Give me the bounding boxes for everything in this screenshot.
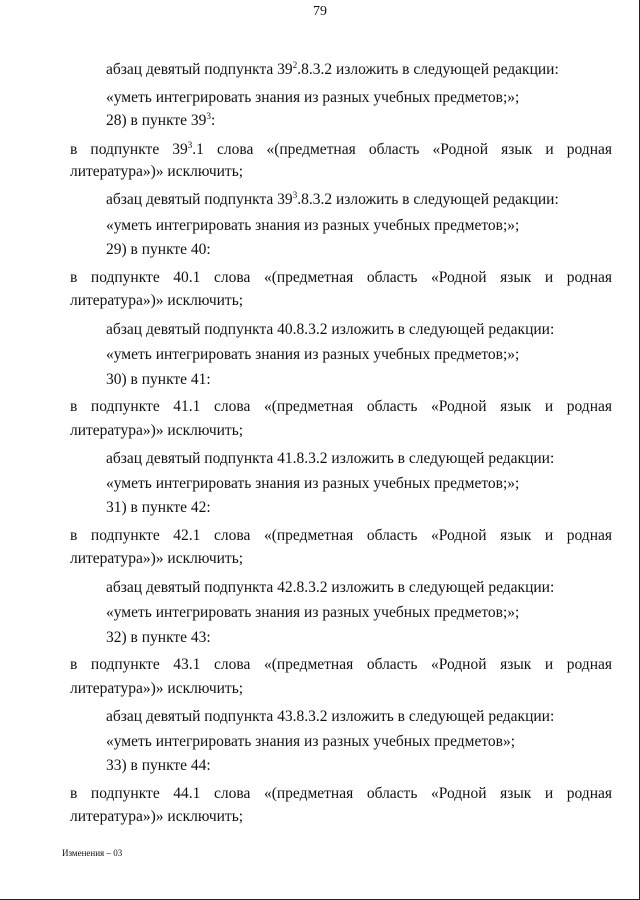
text-line-13: 30) в пункте 41: <box>106 371 211 388</box>
text-line-25: литература»)» исключить; <box>70 680 244 697</box>
text-line-20: литература»)» исключить; <box>70 550 244 567</box>
text-line-22: «уметь интегрировать знания из разных учебных предметов;»; <box>106 604 520 621</box>
text-line-18: 31) в пункте 42: <box>106 499 211 516</box>
text-line-6: абзац девятый подпункта $39^3.8.3.2$ изложить в следующей редакции: <box>106 190 559 208</box>
page-number: 79 <box>313 4 327 19</box>
text-line-8: 29) в пункте 40: <box>106 241 211 258</box>
text-line-29: в подпункте 44.1 слова «(предметная область «Родной язык и родная <box>70 785 612 802</box>
text-line-4: в подпункте $39^3.1$ слова «(предметная область «Родной язык и родная <box>70 140 612 158</box>
text-line-1: абзац девятый подпункта $39^2.8.3.2$ изложить в следующей редакции: <box>106 60 559 78</box>
text-line-27: «уметь интегрировать знания из разных учебных предметов»; <box>106 733 516 750</box>
footer-revision-note: Изменения – 03 <box>62 848 123 858</box>
text-line-9: в подпункте 40.1 слова «(предметная область «Родной язык и родная <box>70 269 612 286</box>
text-line-3: 28) в пункте $39^3$: <box>106 111 216 129</box>
text-line-28: 33) в пункте 44: <box>106 757 211 774</box>
text-line-17: «уметь интегрировать знания из разных учебных предметов;»; <box>106 475 520 492</box>
text-line-10: литература»)» исключить; <box>70 292 244 309</box>
text-line-5: литература»)» исключить; <box>70 163 244 180</box>
text-line-24: в подпункте 43.1 слова «(предметная область «Родной язык и родная <box>70 656 612 673</box>
text-line-16: абзац девятый подпункта 41.8.3.2 изложить в следующей редакции: <box>106 450 555 467</box>
text-line-7: «уметь интегрировать знания из разных учебных предметов;»; <box>106 217 520 234</box>
text-line-26: абзац девятый подпункта 43.8.3.2 изложить в следующей редакции: <box>106 708 555 725</box>
text-line-14: в подпункте 41.1 слова «(предметная область «Родной язык и родная <box>70 398 612 415</box>
text-line-30: литература»)» исключить; <box>70 808 244 825</box>
text-line-23: 32) в пункте 43: <box>106 629 211 646</box>
text-line-2: «уметь интегрировать знания из разных учебных предметов;»; <box>106 89 520 106</box>
text-line-15: литература»)» исключить; <box>70 422 244 439</box>
text-line-21: абзац девятый подпункта 42.8.3.2 изложить в следующей редакции: <box>106 579 555 596</box>
text-line-12: «уметь интегрировать знания из разных учебных предметов;»; <box>106 346 520 363</box>
text-line-11: абзац девятый подпункта 40.8.3.2 изложить в следующей редакции: <box>106 321 555 338</box>
text-line-19: в подпункте 42.1 слова «(предметная область «Родной язык и родная <box>70 527 612 544</box>
